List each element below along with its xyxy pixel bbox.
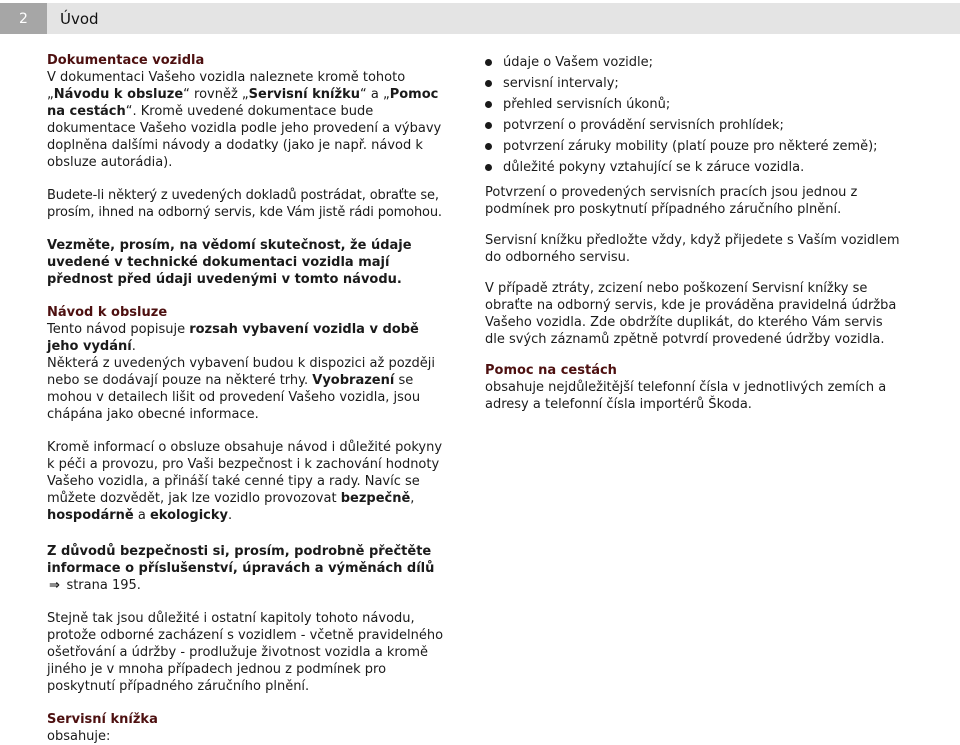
left-column <box>47 52 447 745</box>
paragraph-safety-reference <box>47 543 447 594</box>
text-emphasis: Servisní knížku <box>248 87 360 102</box>
text: se mohou v detailech lišit od provedení Vašeho vozidla, jsou chápána jako obecné informace. <box>47 373 421 422</box>
text: “ rovněž „ <box>183 87 249 102</box>
page-number-text: 2 <box>19 10 28 27</box>
list-item-text: potvrzení záruky mobility (platí pouze pro některé země); <box>503 139 878 154</box>
list-item <box>485 52 900 73</box>
bullet-icon <box>485 143 492 150</box>
list-item-text: důležité pokyny vztahující se k záruce vozidla. <box>503 160 805 175</box>
paragraph-roadside-contents: obsahuje nejdůležitější telefonní čísla v jednotlivých zemích a adresy a telefonní čísla importérů Škoda. <box>485 380 887 412</box>
text-emphasis: ekologicky <box>149 508 228 523</box>
text: . <box>228 508 233 523</box>
paragraph-documentation-intro <box>47 69 447 171</box>
list-item-text: potvrzení o provádění servisních prohlídek; <box>503 118 784 133</box>
text-emphasis: hospodárně <box>47 508 134 523</box>
text: V dokumentaci Vašeho vozidla naleznete kromě tohoto „ <box>47 70 406 102</box>
list-item-text: servisní intervaly; <box>503 76 619 91</box>
page-number <box>0 3 47 34</box>
paragraph-service-confirmations: Potvrzení o provedených servisních pracích jsou jednou z podmínek pro poskytnutí případného záručního plnění. <box>485 185 858 217</box>
section-title: Úvod <box>60 9 99 28</box>
text: Některá z uvedených vybavení budou k dispozici až později nebo se dodávají pouze na některé trhy. <box>47 356 435 388</box>
list-item <box>485 73 900 94</box>
paragraph-service-booklet-contains: obsahuje: <box>47 729 111 744</box>
text-emphasis: Pomoc na cestách <box>47 87 439 119</box>
text-emphasis: Návodu k obsluze <box>53 87 184 102</box>
paragraph-lost-booklet: V případě ztráty, zcizení nebo poškození Servisní knížky se obraťte na odborný servis, kde je prováděna pravidelná údržba Vašeho vozidla. Zde obdržíte duplikát, do kterého Vám servis dle svých záznamů zpětně potvrdí provedené údržby vozidla. <box>485 281 897 347</box>
list-item <box>485 157 900 178</box>
paragraph-present-booklet: Servisní knížku předložte vždy, když přijedete s Vaším vozidlem do odborného servisu. <box>485 233 900 265</box>
text: Tento návod popisuje <box>47 322 190 337</box>
page-reference-link[interactable]: strana 195. <box>66 578 141 593</box>
right-column <box>485 52 900 413</box>
heading-vehicle-documentation: Dokumentace vozidla <box>47 53 205 68</box>
list-item-text: údaje o Vašem vozidle; <box>503 55 654 70</box>
text: Z důvodů bezpečnosti si, prosím, podrobně přečtěte informace o příslušenství, úpravách a výměnách dílů <box>47 544 435 576</box>
text: . <box>131 339 136 354</box>
bullet-icon <box>485 101 492 108</box>
heading-owners-manual: Návod k obsluze <box>47 305 168 320</box>
list-item <box>485 94 900 115</box>
list-item <box>485 115 900 136</box>
list-item <box>485 136 900 157</box>
heading-roadside-assistance: Pomoc na cestách <box>485 363 617 378</box>
text-emphasis: Vyobrazení <box>312 373 395 388</box>
section-header <box>47 3 960 34</box>
arrow-right-icon: ⇒ <box>49 578 60 593</box>
text: “ a „ <box>359 87 390 102</box>
text: Kromě informací o obsluze obsahuje návod i důležité pokyny k péči a provozu, pro Vaši bezpečnost i k zachování hodnoty Vašeho vozidla, a přináší také cenné tipy a rady. Navíc se můžete dozvědět, jak lze vozidlo provozovat <box>47 440 443 506</box>
paragraph-precedence-notice: Vezměte, prosím, na vědomí skutečnost, že údaje uvedené v technické dokumentaci vozidla mají přednost před údaji uvedenými v tomto návodu. <box>47 238 412 287</box>
service-booklet-contents-list <box>485 52 900 178</box>
bullet-icon <box>485 164 492 171</box>
heading-service-booklet: Servisní knížka <box>47 712 158 727</box>
paragraph-equipment-availability <box>47 355 447 423</box>
bullet-icon <box>485 59 492 66</box>
bullet-icon <box>485 80 492 87</box>
text: a <box>133 508 150 523</box>
paragraph-manual-contents <box>47 439 447 524</box>
bullet-icon <box>485 122 492 129</box>
text-emphasis: rozsah vybavení vozidla v době jeho vydání <box>47 322 419 354</box>
paragraph-manual-scope <box>47 321 447 355</box>
text-emphasis: bezpečně <box>340 491 411 506</box>
paragraph-other-chapters: Stejně tak jsou důležité i ostatní kapitoly tohoto návodu, protože odborné zacházení s vozidlem - včetně pravidelného ošetřování a údržby - prodlužuje životnost vozidla a kromě jiného je v mnoha případech jednou z podmínek pro poskytnutí případného záručního plnění. <box>47 611 444 694</box>
text: “. Kromě uvedené dokumentace bude dokumentace Vašeho vozidla podle jeho provedení a výbavy doplněna dalšími návody a dodatky (jako je např. návod k obsluze autorádia). <box>47 104 442 170</box>
list-item-text: přehled servisních úkonů; <box>503 97 671 112</box>
paragraph-missing-documents: Budete-li některý z uvedených dokladů postrádat, obraťte se, prosím, ihned na odborný servis, kde Vám jistě rádi pomohou. <box>47 188 442 220</box>
text: , <box>410 491 415 506</box>
